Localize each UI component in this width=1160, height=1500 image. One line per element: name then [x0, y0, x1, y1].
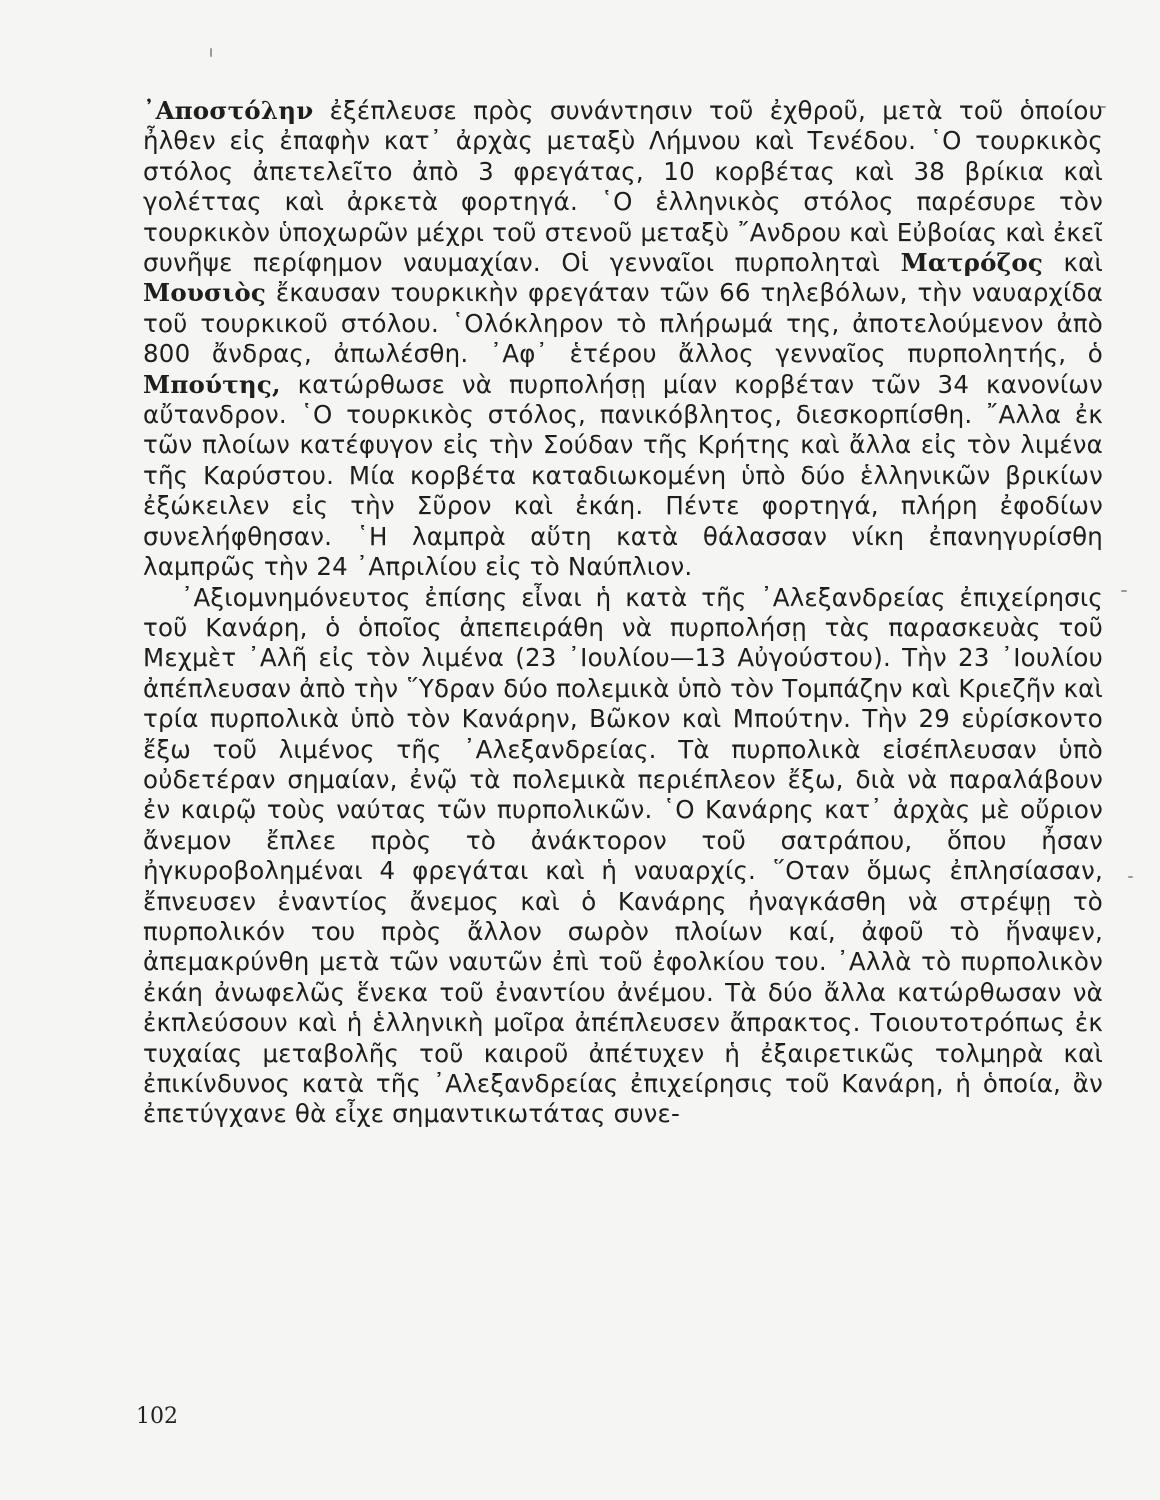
bold-name-boutis: Μπούτης,	[143, 369, 281, 399]
paper-speck	[210, 48, 212, 57]
paragraph-1-text-c: ἔκαυσαν τουρκικὴν φρεγάταν τῶν 66 τηλεβόλων, τὴν ναυαρχίδα τοῦ τουρκικοῦ στόλου. ῾Ολόκληρον τὸ πλήρωμά της, ἀποτελούμενον ἀπὸ 800 ἄνδρας, ἀπωλέσθη. ᾽Αφ᾽ ἑτέρου ἄλλος γενναῖος πυρπολητής, ὁ	[143, 278, 1103, 369]
page-number: 102	[136, 1404, 178, 1429]
paragraph-1-text-b: καὶ	[1043, 248, 1103, 278]
body-text	[143, 96, 1103, 1130]
paragraph-1	[143, 96, 1103, 583]
bold-name-matrozos: Ματρόζος	[900, 248, 1044, 278]
paragraph-2: ᾽Αξιομνημόνευτος ἐπίσης εἶναι ἡ κατὰ τῆς ᾽Αλεξανδρείας ἐπιχείρησις τοῦ Κανάρη, ὁ ὁποῖος ἀπεπειράθη νὰ πυρπολήσῃ τὰς παρασκευὰς τοῦ Μεχμὲτ ᾽Αλῆ εἰς τὸν λιμένα (23 ᾽Ιουλίου—13 Αὐγούστου). Τὴν 23 ᾽Ιουλίου ἀπέπλευσαν ἀπὸ τὴν ῞Υδραν δύο πολεμικὰ ὑπὸ τὸν Τομπάζην καὶ Κριεζῆν καὶ τρία πυρπολικὰ ὑπὸ τὸν Κανάρην, Βῶκον καὶ Μπούτην. Τὴν 29 εὑρίσκοντο ἔξω τοῦ λιμένος τῆς ᾽Αλεξανδρείας. Τὰ πυρπολικὰ εἰσέπλευσαν ὑπὸ οὐδετέραν σημαίαν, ἐνῷ τὰ πολεμικὰ περιέπλεον ἔξω, διὰ νὰ παραλάβουν ἐν καιρῷ τοὺς ναύτας τῶν πυρπολικῶν. ῾Ο Κανάρης κατ᾽ ἀρχὰς μὲ οὔριον ἄνεμον ἔπλεε πρὸς τὸ ἀνάκτορον τοῦ σατράπου, ὅπου ἦσαν ἠγκυροβολημέναι 4 φρεγάται καὶ ἡ ναυαρχίς. ῞Οταν ὅμως ἐπλησίασαν, ἔπνευσεν ἐναντίος ἄνεμος καὶ ὁ Κανάρης ἠναγκάσθη νὰ στρέψῃ τὸ πυρπολικόν του πρὸς ἄλλον σωρὸν πλοίων καί, ἀφοῦ τὸ ἥναψεν, ἀπεμακρύνθη μετὰ τῶν ναυτῶν ἐπὶ τοῦ ἐφολκίου του. ᾽Αλλὰ τὸ πυρπολικὸν ἐκάη ἀνωφελῶς ἕνεκα τοῦ ἐναντίου ἀνέμου. Τὰ δύο ἄλλα κατώρθωσαν νὰ ἐκπλεύσουν καὶ ἡ ἑλληνικὴ μοῖρα ἀπέπλευσεν ἄπρακτος. Τοιουτοτρόπως ἐκ τυχαίας μεταβολῆς τοῦ καιροῦ ἀπέτυχεν ἡ ἐξαιρετικῶς τολμηρὰ καὶ ἐπικίνδυνος κατὰ τῆς ᾽Αλεξανδρείας ἐπιχείρησις τοῦ Κανάρη, ἡ ὁποία, ἂν ἐπετύγχανε θὰ εἶχε σημαντικωτάτας συνε-	[143, 582, 1103, 1129]
paper-speck	[1121, 590, 1127, 592]
paragraph-1-text-d: κατώρθωσε νὰ πυρπολήσῃ μίαν κορβέταν τῶν 34 κανονίων αὔτανδρον. ῾Ο τουρκικὸς στόλος, πανικόβλητος, διεσκορπίσθη. ῎Αλλα ἐκ τῶν πλοίων κατέφυγον εἰς τὴν Σούδαν τῆς Κρήτης καὶ ἄλλα εἰς τὸν λιμένα τῆς Καρύστου. Μία κορβέτα καταδιωκομένη ὑπὸ δύο ἑλληνικῶν βρικίων ἐξώκειλεν εἰς τὴν Σῦρον καὶ ἐκάη. Πέντε φορτηγά, πλήρη ἐφοδίων συνελήφθησαν. ῾Η λαμπρὰ αὕτη κατὰ θάλασσαν νίκη ἐπανηγυρίσθη λαμπρῶς τὴν 24 ᾽Απριλίου εἰς τὸ Ναύπλιον.	[143, 369, 1103, 582]
paper-speck	[1128, 876, 1133, 878]
bold-name-apostolis: ᾽Αποστόλην	[143, 96, 314, 125]
bold-name-mousios: Μουσιὸς	[143, 278, 267, 308]
paragraph-1-text-a: ἐξέπλευσε πρὸς συνάντησιν τοῦ ἐχθροῦ, μετὰ τοῦ ὁποίου ἦλθεν εἰς ἐπαφὴν κατ᾽ ἀρχὰς μεταξὺ Λήμνου καὶ Τενέδου. ῾Ο τουρκικὸς στόλος ἀπετελεῖτο ἀπὸ 3 φρεγάτας, 10 κορβέτας καὶ 38 βρίκια καὶ γολέττας καὶ ἀρκετὰ φορτηγά. ῾Ο ἑλληνικὸς στόλος παρέσυρε τὸν τουρκικὸν ὑποχωρῶν μέχρι τοῦ στενοῦ μεταξὺ ῎Ανδρου καὶ Εὐβοίας καὶ ἐκεῖ συνῆψε περίφημον ναυμαχίαν. Οἱ γενναῖοι πυρποληταὶ	[143, 96, 1103, 278]
